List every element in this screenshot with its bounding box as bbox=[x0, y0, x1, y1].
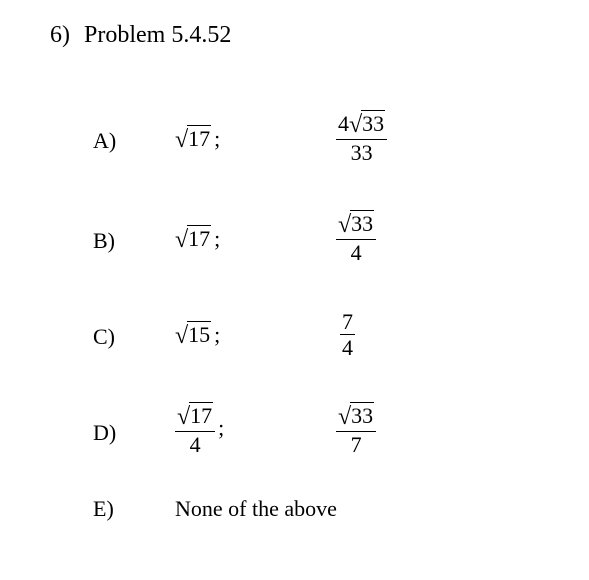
option-label: E) bbox=[93, 496, 114, 521]
option-c-first-value: √15 ; bbox=[175, 322, 221, 349]
option-d-first-value: $\frac{√17}{4}$ ; bbox=[177, 403, 225, 458]
option-label: D) bbox=[93, 420, 117, 445]
option-a-first-value: √17 ; bbox=[175, 126, 221, 153]
option-c[interactable] bbox=[0, 308, 589, 368]
problem-title bbox=[50, 22, 231, 49]
fraction: $\frac{4√33}{33}$ bbox=[336, 112, 387, 164]
option-label: C) bbox=[93, 324, 115, 349]
option-d[interactable] bbox=[0, 404, 589, 464]
fraction: $\frac{√17}{4}$ bbox=[175, 404, 215, 456]
sqrt-expression: √17 bbox=[175, 226, 211, 253]
option-e[interactable] bbox=[0, 488, 589, 548]
option-c-second-value bbox=[340, 310, 355, 359]
option-label: B) bbox=[93, 228, 115, 253]
problem-number: 6) bbox=[50, 22, 70, 48]
option-d-second-value bbox=[336, 404, 376, 456]
sqrt-expression: √17 bbox=[175, 126, 211, 153]
option-b-second-value bbox=[336, 212, 376, 264]
sqrt-expression: √15 bbox=[175, 322, 211, 349]
option-label: A) bbox=[93, 128, 117, 153]
fraction: $\frac{√33}{7}$ bbox=[336, 404, 376, 456]
fraction: $\frac{7}{4}$ bbox=[342, 309, 353, 361]
fraction: $\frac{√33}{4}$ bbox=[336, 212, 376, 264]
option-b[interactable] bbox=[0, 212, 589, 272]
option-e-text: None of the above bbox=[175, 496, 337, 521]
option-a-second-value bbox=[336, 112, 387, 164]
option-b-first-value: √17 ; bbox=[175, 226, 221, 253]
problem-name: Problem 5.4.52 bbox=[84, 22, 232, 48]
option-a[interactable] bbox=[0, 112, 589, 172]
